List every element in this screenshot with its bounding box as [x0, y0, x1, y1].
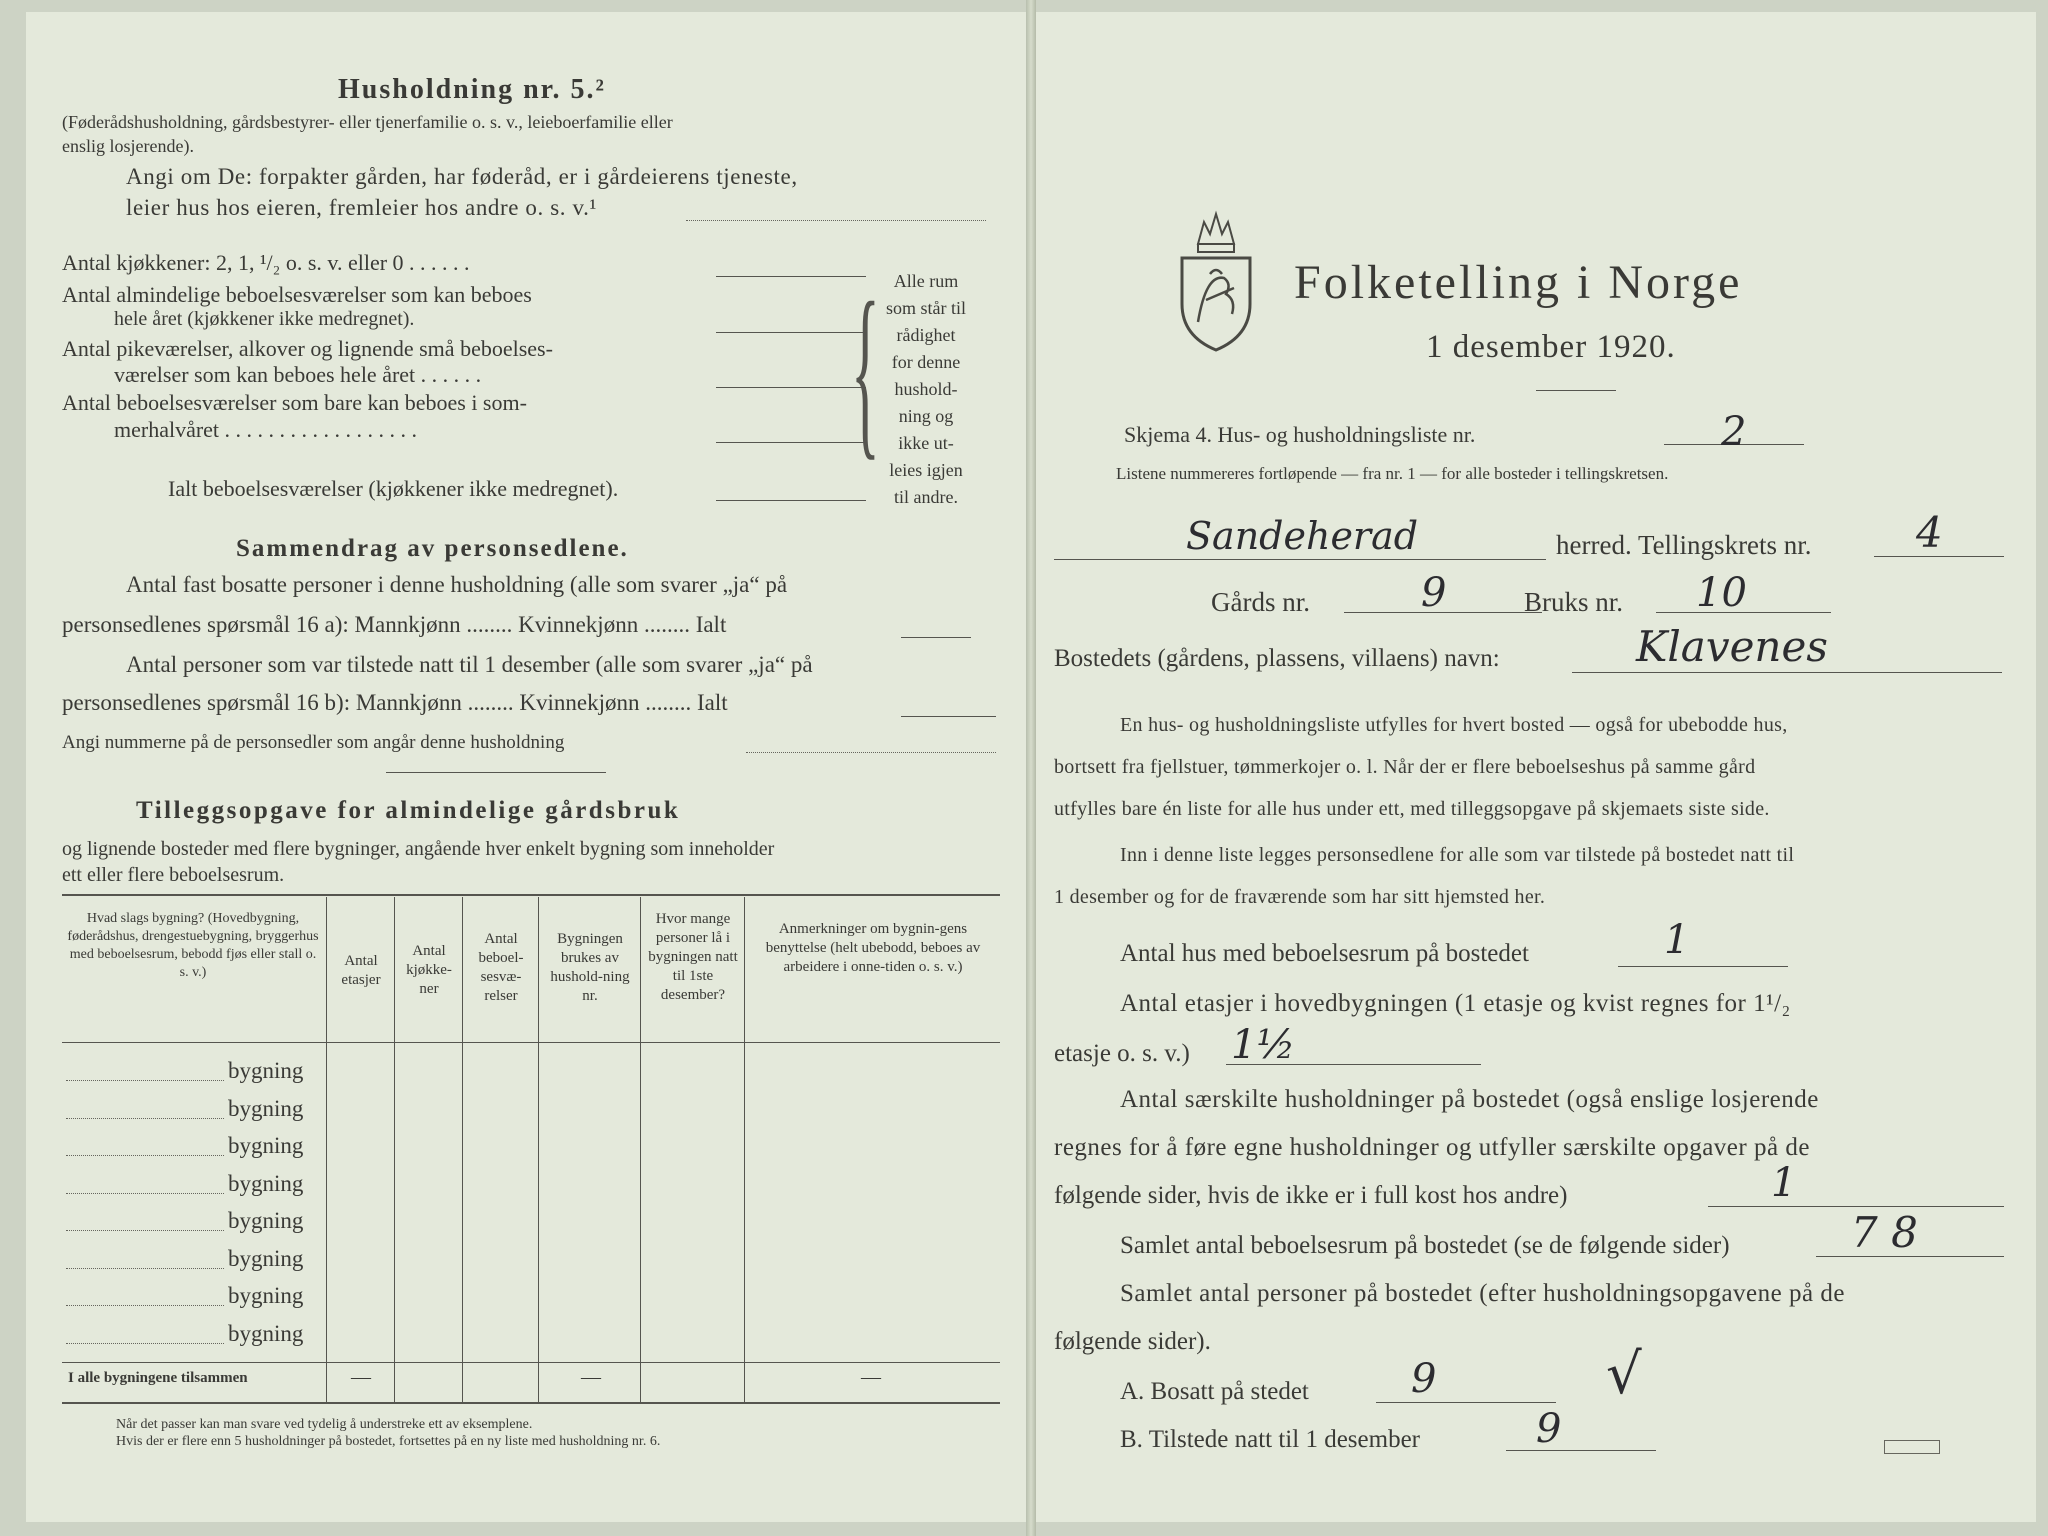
tilstede-value: 9 — [1536, 1406, 1562, 1452]
right-page — [1036, 12, 2036, 1522]
building-row-label: bygning — [228, 1283, 304, 1308]
form-title: Folketelling i Norge — [1294, 256, 1743, 309]
building-row-label: bygning — [228, 1058, 304, 1083]
listene-note: Listene nummereres fortløpende — fra nr. 1 — for alle bosteder i tellingskretsen. — [1116, 464, 1669, 483]
sarskilte-line-3: følgende sider, hvis de ikke er i full kost hos andre) — [1054, 1182, 1568, 1209]
rooms-3a: Antal beboelsesværelser som bare kan beboes i som- — [62, 390, 527, 415]
building-row-label: bygning — [228, 1095, 304, 1121]
side-note-line: hushold- — [894, 379, 958, 399]
summary-title: Sammendrag av personsedlene. — [236, 535, 629, 562]
side-note-line: leies igjen — [889, 460, 963, 480]
col-header-husholdning: Bygningen brukes av hushold-ning nr. — [550, 931, 630, 1004]
krets-number: 4 — [1916, 508, 1943, 557]
building-row-field[interactable] — [66, 1343, 224, 1344]
summary-line-2: personsedlenes spørsmål 16 a): Mannkjønn ........ Kvinnekjønn ........ Ialt — [62, 612, 727, 637]
rooms-1b: hele året (kjøkkener ikke medregnet). — [114, 308, 415, 330]
instr-line-5: 1 desember og for de fraværende som har sitt hjemsted her. — [1054, 886, 1546, 908]
total-husholdning: — — [581, 1366, 601, 1388]
building-row-label: bygning — [228, 1208, 304, 1233]
instr-line-4: Inn i denne liste legges personsedlene for alle som var tilstede på bostedet natt til — [1120, 844, 1795, 866]
col-header-etasjer: Antal etasjer — [341, 953, 381, 988]
etasjer-line-1: Antal etasjer i hovedbygningen (1 etasje og kvist regnes for 1¹/₂ — [1120, 990, 1791, 1017]
samlet-personer-line-2: følgende sider). — [1054, 1328, 1211, 1355]
bosatt-value: 9 — [1411, 1356, 1437, 1402]
side-note-line: Alle rum — [893, 271, 959, 291]
gards-number: 9 — [1421, 570, 1447, 616]
summary-line-4: personsedlenes spørsmål 16 b): Mannkjønn ........ Kvinnekjønn ........ Ialt — [62, 690, 728, 715]
summary-line-1: Antal fast bosatte personer i denne husholdning (alle som svarer „ja“ på — [126, 572, 788, 597]
col-header-building-type: Hvad slags bygning? (Hovedbygning, føderådshus, drengestuebygning, bryggerhus med beboelsesrum, bebodd fjøs eller stall o. s. v.) — [67, 911, 319, 980]
summary-line-5: Angi nummerne på de personsedler som angår denne husholdning — [62, 732, 565, 753]
form-date: 1 desember 1920. — [1426, 329, 1676, 365]
supplement-line-1: og lignende bosteder med flere bygninger, angående hver enkelt bygning som inneholder — [62, 838, 775, 860]
herred-label: herred. Tellingskrets nr. — [1556, 530, 1812, 560]
col-header-beboelsesvaerelser: Antal beboel-sesvæ-relser — [478, 931, 524, 1004]
summary-ialt-a-field[interactable] — [901, 637, 971, 638]
angi-line-1: Angi om De: forpakter gården, har føderåd, er i gårdeierens tjeneste, — [126, 164, 798, 189]
rooms-1-field[interactable] — [716, 332, 866, 333]
side-note-line: ning og — [898, 406, 954, 426]
rooms-1a: Antal almindelige beboelsesværelser som kan beboes — [62, 282, 532, 307]
kitchens-field[interactable] — [716, 276, 866, 277]
side-note-line: ikke ut- — [898, 433, 954, 453]
hus-value: 1 — [1664, 917, 1690, 963]
col-header-kjokkener: Antal kjøkke-ner — [406, 943, 452, 997]
rooms-3b: merhalvåret . . . . . . . . . . . . . . . . . . — [114, 417, 418, 442]
angi-answer-line[interactable] — [686, 220, 986, 221]
rooms-3-field[interactable] — [716, 442, 866, 443]
side-note-line: til andre. — [894, 487, 958, 507]
building-row-label: bygning — [228, 1320, 304, 1346]
summary-ialt-b-field[interactable] — [901, 716, 996, 717]
household-note: (Føderådshusholdning, gårdsbestyrer- eller tjenerfamilie o. s. v., leieboerfamilie eller — [62, 112, 673, 132]
total-etasjer: — — [351, 1366, 371, 1388]
left-page — [26, 12, 1026, 1522]
side-note-line: for denne — [891, 352, 961, 372]
page-seam — [1026, 0, 1036, 1536]
col-header-personer: Hvor mange personer lå i bygningen natt til 1ste desember? — [648, 911, 738, 1003]
instr-line-1: En hus- og husholdningsliste utfylles for hvert bosted — også for ubebodde hus, — [1120, 714, 1788, 736]
angi-line-2: leier hus hos eieren, fremleier hos andre o. s. v.¹ — [126, 195, 597, 220]
bruks-number: 10 — [1696, 570, 1747, 616]
side-note-line: rådighet — [896, 325, 956, 345]
skjema-label: Skjema 4. Hus- og husholdningsliste nr. — [1124, 422, 1476, 447]
footnote-2: Hvis der er flere enn 5 husholdninger på bostedet, fortsettes på en ny liste med husholdning nr. 6. — [116, 1434, 661, 1449]
building-row-field[interactable] — [66, 1193, 224, 1194]
bosatt-label: A. Bosatt på stedet — [1120, 1378, 1309, 1405]
skjema-number: 2 — [1721, 409, 1747, 455]
building-row-field[interactable] — [66, 1155, 224, 1156]
col-header-anmerkninger: Anmerkninger om bygnin-gens benyttelse (helt ubebodd, beboes av arbeidere i onne-tiden o. s. v.) — [765, 921, 981, 975]
samlet-rum-value: 7 8 — [1851, 1208, 1918, 1257]
kitchens-label: Antal kjøkkener: 2, 1, ¹/₂ o. s. v. eller 0 . . . . . . — [62, 250, 470, 275]
coat-of-arms-icon — [1176, 204, 1256, 354]
total-anmerkninger: — — [861, 1366, 881, 1388]
check-mark: √ — [1606, 1342, 1642, 1407]
total-label: I alle bygningene tilsammen — [68, 1370, 248, 1386]
herred-name: Sandeherad — [1186, 514, 1419, 558]
side-note-line: som står til — [886, 298, 966, 318]
side-note — [866, 268, 986, 511]
building-row-label: bygning — [228, 1170, 304, 1196]
samlet-personer-line-1: Samlet antal personer på bostedet (efter husholdningsopgavene på de — [1120, 1280, 1845, 1307]
divider — [386, 772, 606, 773]
building-row-label: bygning — [228, 1245, 304, 1271]
sarskilte-line-1: Antal særskilte husholdninger på bostedet (også enslige losjerende — [1120, 1086, 1819, 1113]
supplement-title: Tilleggsopgave for almindelige gårdsbruk — [136, 797, 681, 824]
sarskilte-line-2: regnes for å føre egne husholdninger og utfyller særskilte opgaver på de — [1054, 1134, 1810, 1161]
gards-label: Gårds nr. — [1211, 587, 1310, 617]
samlet-rum-label: Samlet antal beboelsesrum på bostedet (se de følgende sider) — [1120, 1232, 1730, 1259]
building-row-field[interactable] — [66, 1305, 224, 1306]
summary-line-3: Antal personer som var tilstede natt til 1 desember (alle som svarer „ja“ på — [126, 652, 813, 677]
tilstede-label: B. Tilstede natt til 1 desember — [1120, 1426, 1420, 1453]
household-note-2: enslig losjerende). — [62, 136, 194, 156]
bosted-name: Klavenes — [1636, 622, 1828, 671]
ialt-field[interactable] — [716, 500, 866, 501]
instr-line-2: bortsett fra fjellstuer, tømmerkojer o. l. Når der er flere beboelseshus på samme gård — [1054, 756, 1756, 778]
brace: { — [851, 264, 880, 476]
etasjer-line-2: etasje o. s. v.) — [1054, 1040, 1190, 1067]
bosted-label: Bostedets (gårdens, plassens, villaens) navn: — [1054, 645, 1500, 672]
printer-stamp — [1884, 1440, 1940, 1454]
supplement-line-2: ett eller flere beboelsesrum. — [62, 864, 285, 886]
building-row-field[interactable] — [66, 1268, 224, 1269]
bruks-label: Bruks nr. — [1524, 587, 1624, 617]
summary-numbers-field[interactable] — [746, 752, 996, 753]
building-row-field[interactable] — [66, 1230, 224, 1231]
instr-line-3: utfylles bare én liste for alle hus under ett, med tilleggsopgave på skjemaets siste side. — [1054, 798, 1770, 820]
hus-label: Antal hus med beboelsesrum på bostedet — [1120, 940, 1529, 967]
sarskilte-value: 1 — [1771, 1160, 1797, 1206]
rooms-2a: Antal pikeværelser, alkover og lignende små beboelses- — [62, 336, 553, 361]
rooms-2-field[interactable] — [716, 387, 866, 388]
building-row-label: bygning — [228, 1133, 304, 1158]
ialt-label: Ialt beboelsesværelser (kjøkkener ikke medregnet). — [168, 476, 619, 501]
rooms-2b: værelser som kan beboes hele året . . . . . . — [114, 362, 482, 387]
footnote-1: Når det passer kan man svare ved tydelig å understreke ett av eksemplene. — [116, 1417, 533, 1432]
etasjer-value: 1½ — [1231, 1022, 1296, 1068]
household-title: Husholdning nr. 5.² — [338, 74, 606, 105]
building-row-field[interactable] — [66, 1080, 224, 1081]
building-row-field[interactable] — [66, 1118, 224, 1119]
